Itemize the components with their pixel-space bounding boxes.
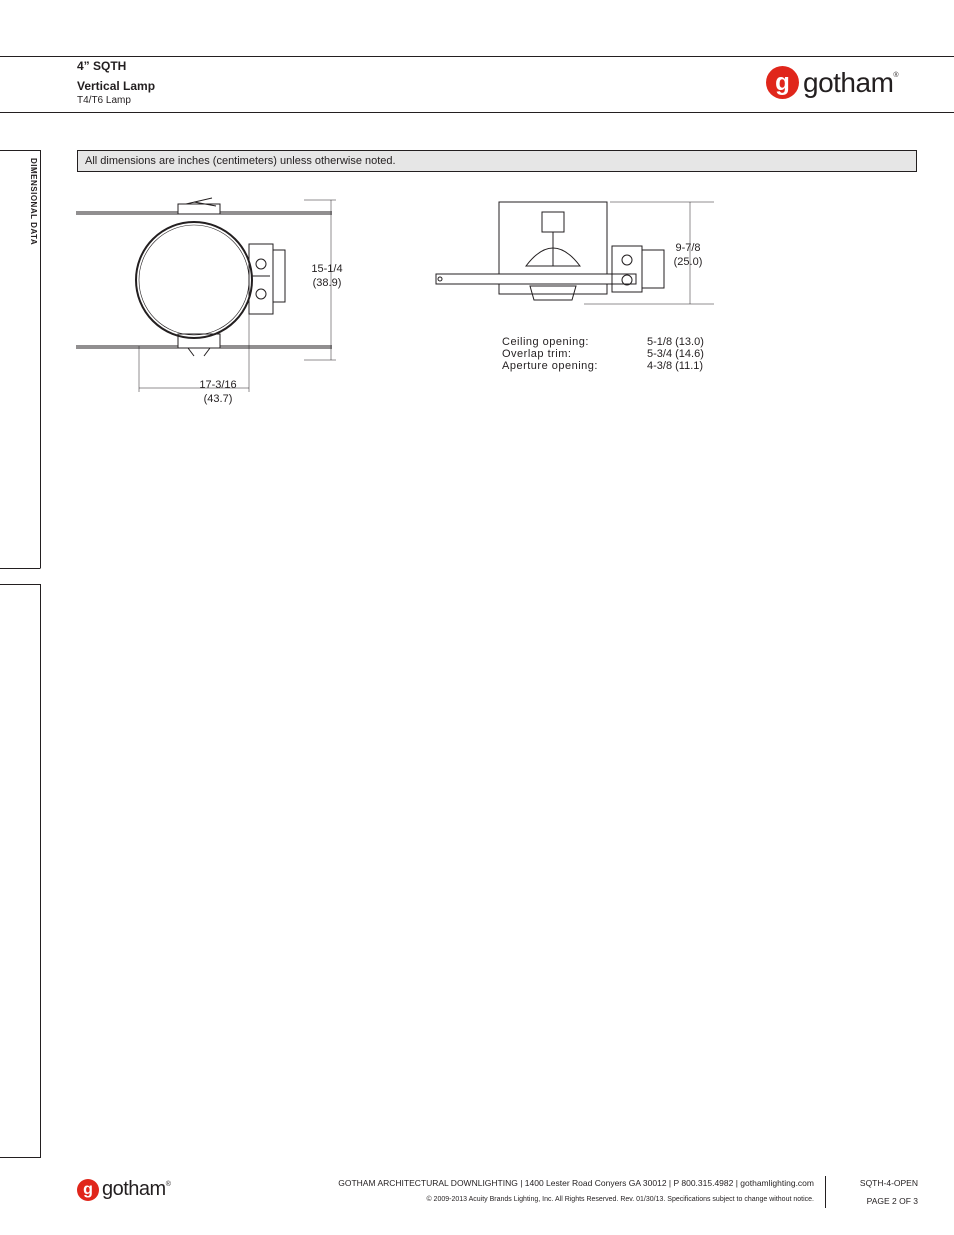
plan-width-dimension — [194, 378, 242, 406]
spec-name: Ceiling opening: — [502, 336, 589, 348]
spec-row — [502, 360, 717, 372]
footer-brand-wordmark: gotham — [102, 1178, 166, 1200]
spec-value: 5-1/8 (13.0) — [647, 336, 704, 348]
side-height-inches: 9-7/8 — [675, 242, 701, 254]
document-code: SQTH-4-OPEN — [859, 1178, 918, 1188]
footer-brand-logo — [77, 1178, 171, 1201]
spec-value: 5-3/4 (14.6) — [647, 348, 704, 360]
brand-wordmark: gotham — [803, 66, 894, 98]
side-height-cm: (25.0) — [673, 256, 703, 268]
spec-name: Overlap trim: — [502, 348, 572, 360]
copyright-notice: © 2009-2013 Acuity Brands Lighting, Inc. All Rights Reserved. Rev. 01/30/13. Specifications subject to change without notice. — [426, 1196, 814, 1203]
opening-specs — [502, 336, 717, 372]
product-subtitle: T4/T6 Lamp — [77, 95, 131, 106]
brand-logo — [766, 66, 899, 99]
company-info: GOTHAM ARCHITECTURAL DOWNLIGHTING | 1400 Lester Road Conyers GA 30012 | P 800.315.4982 | gothamlighting.com — [338, 1178, 814, 1188]
footer-registered-mark: ® — [165, 1181, 171, 1188]
spec-row — [502, 348, 717, 360]
header-top-rule — [0, 56, 954, 57]
header-bottom-rule — [0, 112, 954, 113]
page-number: PAGE 2 OF 3 — [866, 1196, 918, 1206]
brand-mark-icon: g — [766, 66, 799, 99]
plan-width-inches: 17-3/16 — [199, 379, 237, 391]
plan-height-inches: 15-1/4 — [311, 263, 343, 275]
section-label: DIMENSIONAL DATA — [29, 158, 38, 246]
spec-name: Aperture opening: — [502, 360, 598, 372]
registered-mark: ® — [893, 72, 899, 79]
spec-row — [502, 336, 717, 348]
plan-height-dimension — [305, 262, 349, 290]
footer-divider — [825, 1176, 826, 1208]
side-height-dimension — [668, 241, 708, 269]
product-variant: Vertical Lamp — [77, 79, 156, 93]
plan-width-cm: (43.7) — [203, 393, 233, 405]
dimensions-note: All dimensions are inches (centimeters) unless otherwise noted. — [77, 150, 917, 172]
plan-view-drawing — [76, 196, 346, 396]
plan-height-cm: (38.9) — [312, 277, 342, 289]
spec-value: 4-3/8 (11.1) — [647, 360, 704, 372]
product-title: 4” SQTH — [77, 59, 127, 73]
side-panel-frame — [0, 150, 45, 1160]
footer-brand-mark-icon: g — [77, 1179, 99, 1201]
